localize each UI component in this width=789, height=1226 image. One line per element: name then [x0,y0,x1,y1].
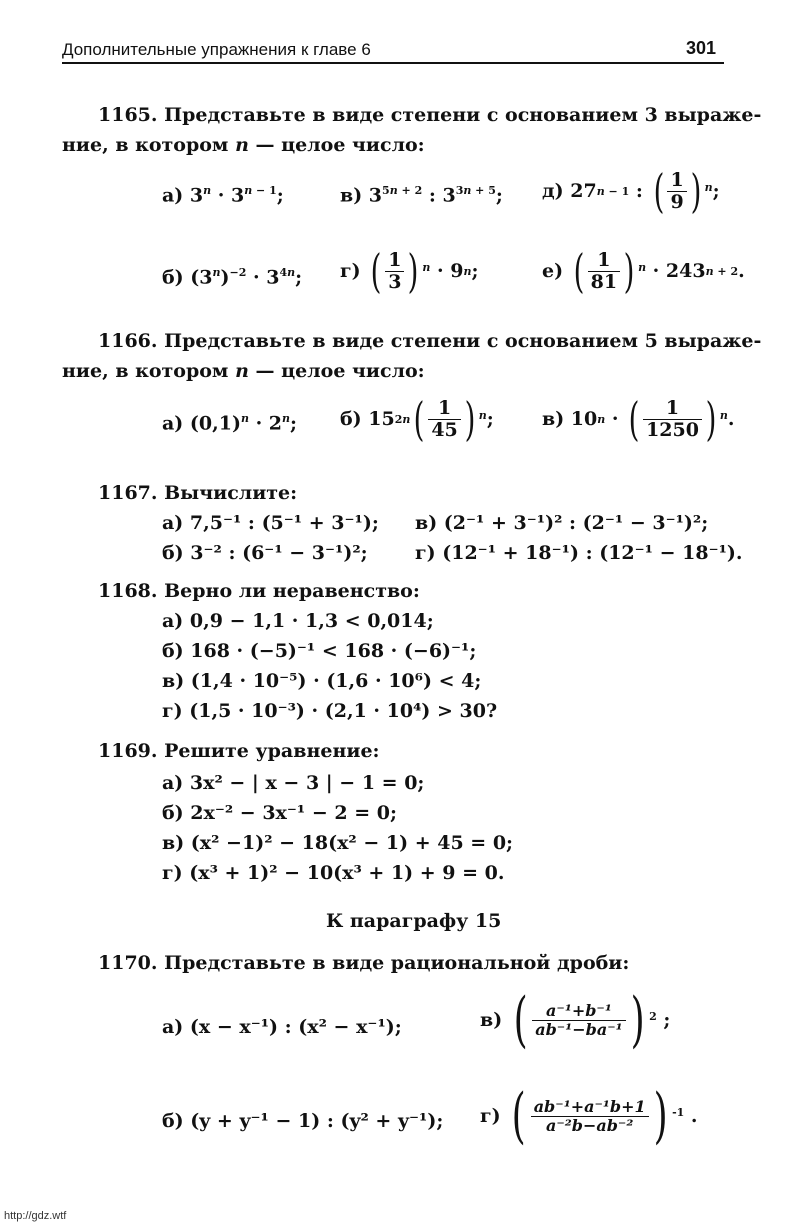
ex1165-item-a: а) $3^n \cdot 3^{n - 1}$; [162,184,284,207]
exponent: 2 [649,1009,657,1023]
ex1165-item-e: е) ( $\frac{1}{81}$ ) n · 243 $_{n + 2}$ . [542,244,745,298]
ex1166-item-a: а) $(0,1)^n \cdot 2^n$; [162,412,298,435]
exercise-1166-line2 [62,360,425,382]
exercise-number: 1165. [98,104,158,126]
variable-n: n [235,134,249,156]
ex1170-item-a: а) (x − x⁻¹) : (x² − x⁻¹); [162,1016,402,1038]
exercise-text: — целое число: [255,134,425,156]
ex1165-item-d: д) 27 n − 1 : ( $\frac{1}{9}$ ) n ; [542,164,720,218]
ex1167-item-b: б) 3⁻² : (6⁻¹ − 3⁻¹)²; [162,542,368,564]
exercise-text: Представьте в виде степени с основанием 3 выраже- [164,104,762,126]
item-label: г) [480,1105,501,1127]
item-label: е) [542,260,564,282]
exercise-text: ние, в котором [62,360,229,382]
ex1169-item-a: а) 3x² − | x − 3 | − 1 = 0; [162,772,425,794]
exercise-1165-line2 [62,134,425,156]
exercise-1167-title [98,482,297,504]
fraction-denominator: ab⁻¹−ba⁻¹ [535,1019,623,1039]
ex1167-item-a: а) 7,5⁻¹ : (5⁻¹ + 3⁻¹); [162,512,379,534]
exercise-1168-title [98,580,420,602]
exercise-number: 1169. [98,740,158,762]
fraction-numerator: a⁻¹+b⁻¹ [532,1002,625,1021]
ex1166-item-b: б) 15 2n ( $\frac{1}{45}$ ) n ; [340,392,494,446]
exercise-1170-title [98,952,629,974]
fraction-numerator: ab⁻¹+a⁻¹b+1 [531,1098,649,1117]
item-label: б) (3 [162,266,213,289]
page-number: 301 [686,38,717,58]
exercise-text: Решите уравнение: [164,740,380,762]
item-label: в) 3 [340,184,383,207]
exercise-number: 1167. [98,482,158,504]
exercise-number: 1168. [98,580,158,602]
item-label: а) 3 [162,184,204,207]
exercise-text: Представьте в виде рациональной дроби: [164,952,630,974]
ex1168-item-a: а) 0,9 − 1,1 · 1,3 < 0,014; [162,610,434,632]
ex1165-item-g: г) ( $\frac{1}{3}$ ) n · 9 $_n$ ; [340,244,479,298]
ex1166-item-v: в) 10 n · ( $\frac{1}{1250}$ ) n . [542,392,735,446]
exponent: -1 [672,1105,685,1119]
item-label: д) 27 [542,180,597,202]
exercise-text: — целое число: [255,360,425,382]
ex1169-item-b: б) 2x⁻² − 3x⁻¹ − 2 = 0; [162,802,397,824]
exercise-1165-line1 [98,104,761,126]
exercise-number: 1170. [98,952,158,974]
ex1168-item-v: в) (1,4 · 10⁻⁵) · (1,6 · 10⁶) < 4; [162,670,482,692]
ex1169-item-v: в) (x² −1)² − 18(x² − 1) + 45 = 0; [162,832,514,854]
ex1169-item-g: г) (x³ + 1)² − 10(x³ + 1) + 9 = 0. [162,862,505,884]
ex1170-item-v: в) ( $\frac{\text{a⁻¹+b⁻¹}}{\text{ab⁻¹−ba⁻¹}}$ ) 2 ; [480,985,671,1055]
exercise-text: Представьте в виде степени с основанием 5 выраже- [164,330,762,352]
ex1168-item-g: г) (1,5 · 10⁻³) · (2,1 · 10⁴) > 30? [162,700,498,722]
exercise-text: Верно ли неравенство: [164,580,420,602]
exercise-text: ние, в котором [62,134,229,156]
ex1165-item-b: б) $(3^n)^{-2} \cdot 3^{4n}$; [162,266,303,289]
fraction-denominator: a⁻²b−ab⁻² [545,1115,634,1135]
section-heading: К параграфу 15 [326,910,502,932]
ex1167-item-g: г) (12⁻¹ + 18⁻¹) : (12⁻¹ − 18⁻¹). [415,542,743,564]
variable-n: n [235,360,249,382]
ex1167-item-v: в) (2⁻¹ + 3⁻¹)² : (2⁻¹ − 3⁻¹)²; [415,512,709,534]
header-rule [62,62,724,64]
item-label: в) [480,1009,503,1031]
exercise-1166-line1 [98,330,761,352]
exercise-text: Вычислите: [164,482,298,504]
ex1165-item-v: в) $3^{5n + 2}$ : $3^{3n + 5}$; [340,184,503,207]
exercise-1169-title [98,740,380,762]
footer-watermark[interactable]: http://gdz.wtf [4,1210,67,1222]
ex1170-item-g: г) ( $\frac{\text{ab⁻¹+a⁻¹b+1}}{\text{a⁻²b−ab⁻²}}$ ) -1 . [480,1081,698,1151]
exercise-number: 1166. [98,330,158,352]
item-label: г) [340,260,361,282]
ex1168-item-b: б) 168 · (−5)⁻¹ < 168 · (−6)⁻¹; [162,640,477,662]
running-header: Дополнительные упражнения к главе 6 [62,40,371,59]
ex1170-item-b: б) (y + y⁻¹ − 1) : (y² + y⁻¹); [162,1110,444,1132]
